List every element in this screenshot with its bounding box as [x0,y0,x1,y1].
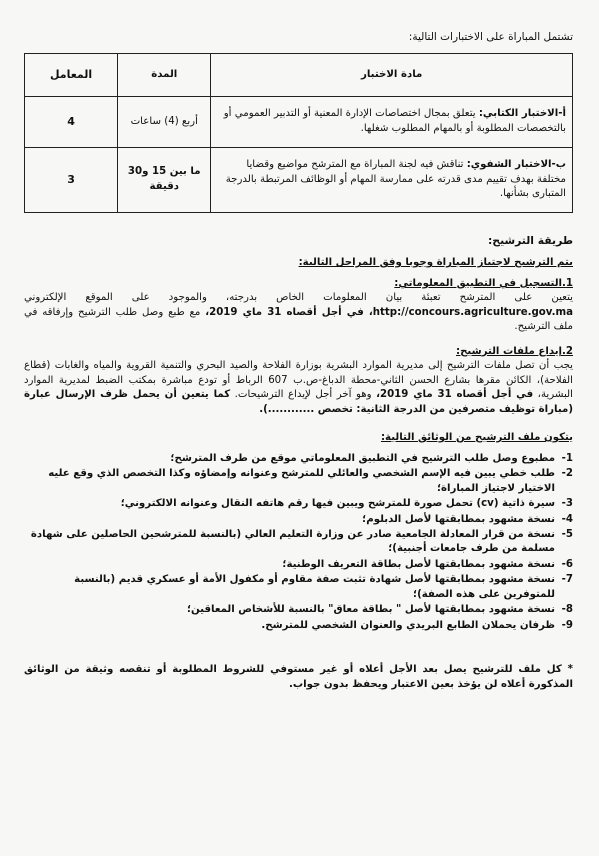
step2-deadline: في أجل أقصاه 31 ماي 2019، [376,389,534,401]
method-subtitle: يتم الترشيح لاجتياز المباراة وجوبا وفق المراحل التالية: [298,257,573,269]
written-exam-text: يتعلق بمجال اختصاصات الإدارة المعنية أو التدبير العمومي أو بالتخصصات المطلوبة أو بالمهام المطلوب شغلها. [223,108,566,134]
step2-text-a: يجب أن تصل ملفات الترشيح إلى مديرية الموارد البشرية بوزارة الفلاحة والصيد البحري والتنمية القروية والمياه والغابات (قطاع الفلاحة)، الكائن مقرها بشارع الحسن الثاني-محطة الدباغ-ص.ب 607 الرباط أو تودع مباشرة بمكتب الضبط لمديرية الموارد البشرية، [24,360,573,401]
written-exam-description [211,96,573,147]
header-duration: المدة [118,53,211,96]
step1-text-a: يتعين على المترشح تعبئة بيان المعلومات الخاص بدرجته، والموجود على الموقع الإلكتروني [24,292,573,304]
oral-exam-duration: ما بين 15 و30 دقيقة [118,147,211,212]
header-coefficient: المعامل [25,53,118,96]
documents-list [24,452,573,634]
list-item: 9- ظرفان يحملان الطابع البريدي والعنوان الشخصي للمترشح. [261,619,573,631]
exam-table [24,53,573,213]
method-title: طريقة الترشيح: [487,233,573,247]
step1-deadline: ، في أجل أقصاه 31 ماي 2019، [205,306,373,318]
closing-note: * كل ملف للترشيح يصل بعد الأجل أعلاه أو غير مستوفي للشروط المطلوبة أو تنقصه وثيقة من الوثائق المذكورة أعلاه لن يؤخذ بعين الاعتبار ويحفظ بدون جواب. [24,664,573,690]
list-item: 4- نسخة مشهود بمطابقتها لأصل الدبلوم؛ [362,513,573,525]
list-item: 5- نسخة من قرار المعادلة الجامعية صادر عن وزارة التعليم العالي (بالنسبة للمترشحين الحاصلين على شهادة مسلمة من طرف جامعات أجنبية)؛ [30,528,573,555]
written-exam-label: أ-الاختبار الكتابي: [478,108,566,120]
written-exam-duration: أربع (4) ساعات [118,96,211,147]
documents-title: يتكون ملف الترشيح من الوثائق التالية: [380,432,573,444]
list-item: 6- نسخة مشهود بمطابقتها لأصل بطاقة التعريف الوطنية؛ [282,558,573,570]
list-item: 7- نسخة مشهود بمطابقتها لأصل شهادة تثبت صفة مقاوم أو مكفول الأمة أو عسكري قديم (بالنسبة للمتوفرين على هذه الصفة)؛ [74,574,573,600]
table-row [25,147,573,212]
oral-exam-coefficient: 3 [25,147,118,212]
step1-text-c: مع طبع وصل طلب الترشيح وإرفاقه في ملف الترشيح. [24,306,573,333]
step2-envelope-note: كما يتعين أن يحمل ظرف الإرسال عبارة (مباراة توظيف متصرفين من الدرجة الثانية: تخصص ............). [24,389,573,415]
exam-table-header [25,53,573,96]
oral-exam-description [211,147,573,212]
step2-text [24,359,573,417]
written-exam-coefficient: 4 [25,96,118,147]
oral-exam-text: تناقش فيه لجنة المباراة مع المترشح مواضيع وقضايا مختلفة بهدف تقييم مدى قدرته على ممارسة المهام أو الوظائف المرتبطة بالدرجة المتبارى بشأنها. [225,159,566,200]
oral-exam-label: ب-الاختبار الشفوي: [466,159,566,171]
step1-title: 1.التسجيل في التطبيق المعلوماتي: [394,277,573,289]
step2-text-c: وهو آخر أجل لإيداع الترشيحات. [230,389,377,401]
registration-url[interactable]: http://concours.agriculture.gov.ma [372,306,573,318]
header-subject: مادة الاختبار [211,53,573,96]
step2-title: 2.إيداع ملفات الترشيح: [456,345,573,357]
list-item: 3- سيرة ذاتية (cv) تحمل صورة للمترشح ويبين فيها رقم هاتفه النقال وعنوانه الالكتروني؛ [120,498,573,510]
intro-text: تشتمل المباراة على الاختبارات التالية: [408,31,573,43]
table-row [25,96,573,147]
step1-text [24,291,573,334]
list-item: 2- طلب خطي يبين فيه الإسم الشخصي والعائلي للمترشح وعنوانه وإمضاؤه وكذا التخصص الذي وقع عليه الاختيار لاجتياز المباراة؛ [48,468,573,494]
list-item: 8- نسخة مشهود بمطابقتها لأصل " بطاقة معاق" بالنسبة للأشخاص المعاقين؛ [186,604,573,616]
list-item: 1- مطبوع وصل طلب الترشيح في التطبيق المعلوماتي موقع من طرف المترشح؛ [170,452,573,464]
